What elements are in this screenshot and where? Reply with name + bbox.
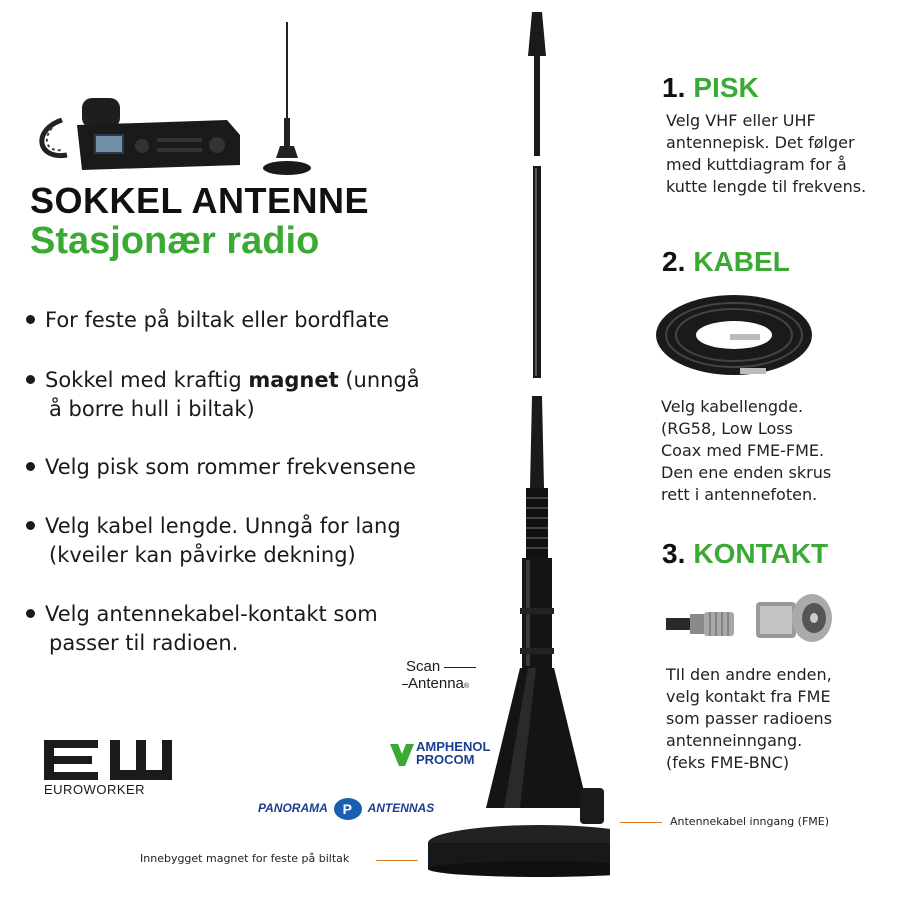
bullet-text-cont: (kveiler kan påvirke dekning): [49, 543, 356, 567]
desc-line: antennepisk. Det følger: [666, 133, 855, 152]
bullet-dot: [26, 521, 35, 530]
radio-unit-image: [22, 90, 252, 175]
desc-line: velg kontakt fra FME: [666, 687, 831, 706]
scan-antenna-logo: Scan Antenna®: [402, 658, 476, 695]
bullet-item: [26, 453, 416, 482]
section-number: 1.: [662, 72, 686, 103]
bullet-item: [26, 600, 378, 658]
ew-logo-mark-icon: [44, 740, 180, 780]
logo-text: EUROWORKER: [44, 782, 146, 797]
callout-cable-input: Antennekabel inngang (FME): [670, 815, 830, 828]
logo-text: PANORAMA: [258, 801, 328, 816]
desc-line: antenneinngang.: [666, 731, 803, 750]
desc-line: Coax med FME-FME.: [661, 441, 825, 460]
bullet-text-cont: å borre hull i biltak): [49, 397, 255, 421]
bullet-text: (unngå: [338, 368, 420, 392]
bullet-bold-text: magnet: [248, 368, 339, 392]
logo-text: ANTENNAS: [367, 801, 435, 816]
section-kontakt-description: [666, 664, 832, 774]
section-title: KONTAKT: [693, 538, 829, 569]
cable-coil-image: [652, 290, 817, 380]
logo-text: PROCOM: [416, 752, 475, 767]
bullet-text: Velg pisk som rommer frekvensene: [45, 455, 416, 479]
desc-line: med kuttdiagram for å: [666, 155, 847, 174]
logo-text: Scan: [406, 658, 441, 675]
amphenol-mark-icon: [388, 742, 416, 768]
logo-text: Antenna: [408, 675, 464, 692]
bullet-dot: [26, 462, 35, 471]
section-title: KABEL: [693, 246, 790, 277]
page-subtitle: Stasjonær radio: [30, 220, 320, 262]
section-pisk-heading: [662, 72, 759, 104]
fme-connector-image: [664, 606, 744, 642]
bullet-text: For feste på biltak eller bordflate: [45, 308, 390, 332]
bullet-dot: [26, 315, 35, 324]
bullet-item: [26, 306, 389, 335]
section-kontakt-heading: [662, 538, 828, 570]
small-antenna-image: [262, 18, 312, 178]
bullet-text-cont: passer til radioen.: [49, 631, 239, 655]
section-number: 3.: [662, 538, 686, 569]
callout-line-cable: [620, 822, 662, 823]
bullet-item: [26, 512, 401, 570]
desc-line: Velg kabellengde.: [661, 397, 804, 416]
desc-line: (RG58, Low Loss: [661, 419, 793, 438]
panorama-mark-icon: P: [334, 798, 362, 820]
bullet-dot: [26, 375, 35, 384]
desc-line: rett i antennefoten.: [661, 485, 818, 504]
logo-text: AMPHENOL: [416, 739, 491, 754]
desc-line: Velg VHF eller UHF: [666, 111, 816, 130]
bullet-text: Velg kabel lengde. Unngå for lang: [45, 514, 401, 538]
callout-line-magnet: [376, 860, 418, 861]
desc-line: TIl den andre enden,: [666, 665, 832, 684]
section-number: 2.: [662, 246, 686, 277]
bullet-text: Velg antennekabel-kontakt som: [45, 602, 378, 626]
bnc-connector-image: [752, 588, 836, 648]
desc-line: Den ene enden skrus: [661, 463, 832, 482]
panorama-antennas-logo: [258, 798, 434, 820]
page-title: SOKKEL ANTENNE: [30, 180, 370, 221]
section-kabel-description: [661, 396, 831, 506]
section-pisk-description: [666, 110, 866, 198]
desc-line: som passer radioens: [666, 709, 833, 728]
section-kabel-heading: [662, 246, 790, 278]
callout-magnet: Innebygget magnet for feste på biltak: [140, 852, 350, 865]
euroworker-logo: [44, 740, 180, 797]
amphenol-procom-logo: [388, 740, 490, 766]
bullet-item: [26, 366, 420, 424]
bullet-dot: [26, 609, 35, 618]
desc-line: (feks FME-BNC): [666, 753, 790, 772]
desc-line: kutte lengde til frekvens.: [666, 177, 867, 196]
bullet-text: Sokkel med kraftig: [45, 368, 249, 392]
section-title: PISK: [693, 72, 759, 103]
